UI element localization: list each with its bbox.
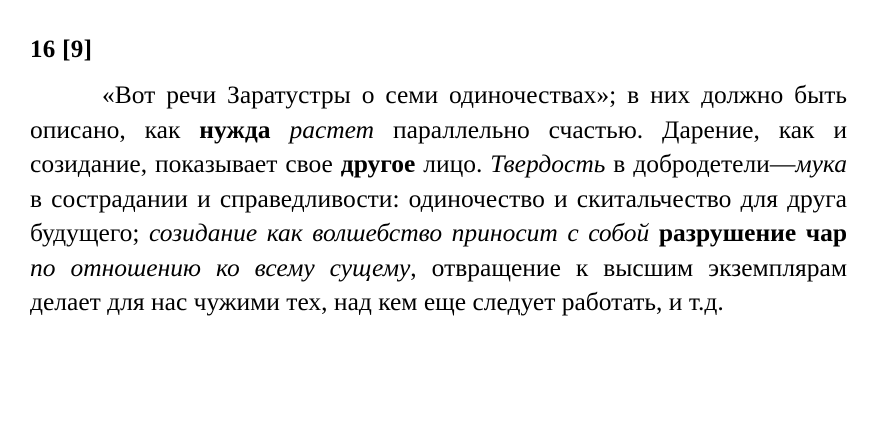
text-run: в добродетели—	[605, 149, 796, 178]
text-run: Твердость	[490, 149, 606, 178]
text-run: разрушение чар	[658, 218, 848, 247]
paragraph-runs	[30, 80, 847, 316]
body-paragraph	[30, 78, 847, 320]
text-run: растет	[289, 114, 375, 144]
text-run: нужда	[199, 114, 271, 144]
text-run: , отвращение к высшим экземплярам делает для нас чужими тех, над кем еще следует работать, и т.д.	[30, 252, 847, 316]
text-run: «Вот речи Заратустры о семи одиночествах»; в них должно быть описано, как	[30, 80, 847, 144]
text-run: лицо.	[415, 149, 491, 178]
text-run: созидание как волшебство приносит с собой	[149, 218, 659, 247]
text-run	[271, 115, 290, 144]
text-run: мука	[795, 149, 847, 178]
text-run: в сострадании и справедливости: одиночество и скитальчество для друга будущего;	[30, 183, 847, 247]
text-run: по отношению ко всему сущему	[30, 252, 411, 282]
text-run: параллельно счастью. Дарение, как и созидание, показывает свое	[30, 114, 847, 178]
fragment-number: 16 [9]	[30, 36, 93, 63]
text-run: другое	[340, 149, 416, 178]
